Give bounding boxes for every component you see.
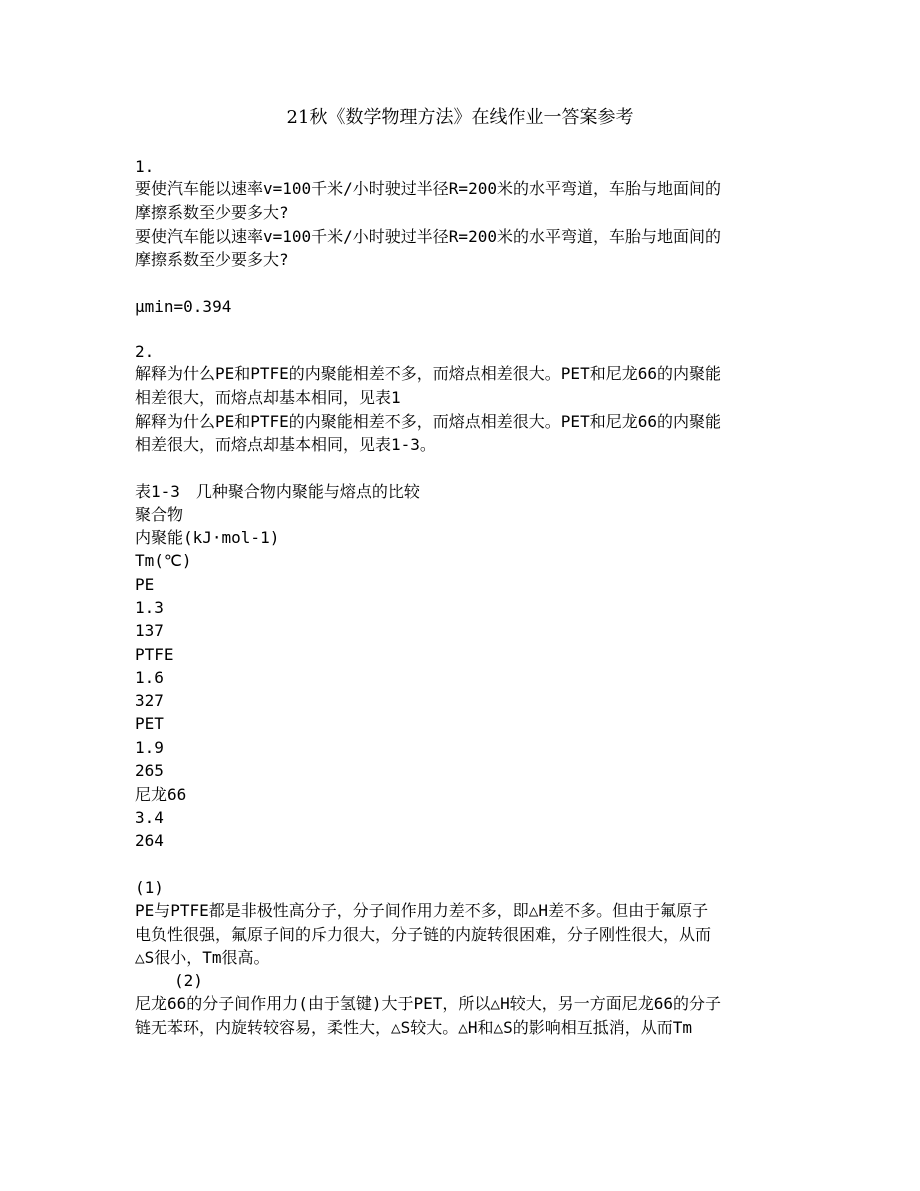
table-cell: PTFE <box>135 645 174 664</box>
table-cell: 264 <box>135 831 164 850</box>
question-1-line: 摩擦系数至少要多大? <box>135 203 289 222</box>
table-cell: PE <box>135 575 155 594</box>
document-title: 21秋《数学物理方法》在线作业一答案参考 <box>286 107 634 128</box>
table-cell: 1.6 <box>135 668 164 687</box>
question-2-line: 相差很大，而熔点却基本相同，见表1-3。 <box>135 435 436 454</box>
table-cell: 1.3 <box>135 598 164 617</box>
table-cell: PET <box>135 714 164 733</box>
answer-line: 尼龙66的分子间作用力(由于氢键)大于PET，所以△H较大，另一方面尼龙66的分子 <box>135 994 721 1013</box>
answer-part-1-label: (1) <box>135 878 164 897</box>
question-1-answer: μmin=0.394 <box>135 297 232 316</box>
table-caption: 表1-3 几种聚合物内聚能与熔点的比较 <box>135 482 420 501</box>
table-cell: 265 <box>135 761 164 780</box>
table-cell: 327 <box>135 691 164 710</box>
answer-line: 链无苯环，内旋转较容易，柔性大，△S较大。△H和△S的影响相互抵消，从而Tm <box>135 1018 693 1037</box>
table-cell: 137 <box>135 621 164 640</box>
question-2-line: 解释为什么PE和PTFE的内聚能相差不多，而熔点相差很大。PET和尼龙66的内聚能 <box>135 412 721 431</box>
table-cell: 1.9 <box>135 738 164 757</box>
question-1-line: 要使汽车能以速率v=100千米/小时驶过半径R=200米的水平弯道，车胎与地面间的 <box>135 227 721 246</box>
question-1-number: 1. <box>135 157 155 176</box>
table-header-cell: Tm(℃) <box>135 551 192 570</box>
answer-line: 电负性很强，氟原子间的斥力很大，分子链的内旋转很困难，分子刚性很大，从而 <box>135 925 712 944</box>
table-cell: 3.4 <box>135 808 164 827</box>
answer-line: △S很小，Tm很高。 <box>135 948 270 967</box>
table-header-cell: 内聚能(kJ·mol-1) <box>135 528 280 547</box>
question-2-line: 相差很大，而熔点却基本相同，见表1 <box>135 388 401 407</box>
question-2-number: 2. <box>135 342 155 361</box>
answer-line: PE与PTFE都是非极性高分子，分子间作用力差不多，即△H差不多。但由于氟原子 <box>135 901 709 920</box>
question-2-line: 解释为什么PE和PTFE的内聚能相差不多，而熔点相差很大。PET和尼龙66的内聚能 <box>135 364 721 383</box>
table-header-cell: 聚合物 <box>135 505 184 524</box>
answer-part-2-label: (2) <box>174 971 203 990</box>
question-1-line: 要使汽车能以速率v=100千米/小时驶过半径R=200米的水平弯道，车胎与地面间的 <box>135 179 721 198</box>
question-1-line: 摩擦系数至少要多大? <box>135 250 289 269</box>
table-cell: 尼龙66 <box>135 785 187 804</box>
